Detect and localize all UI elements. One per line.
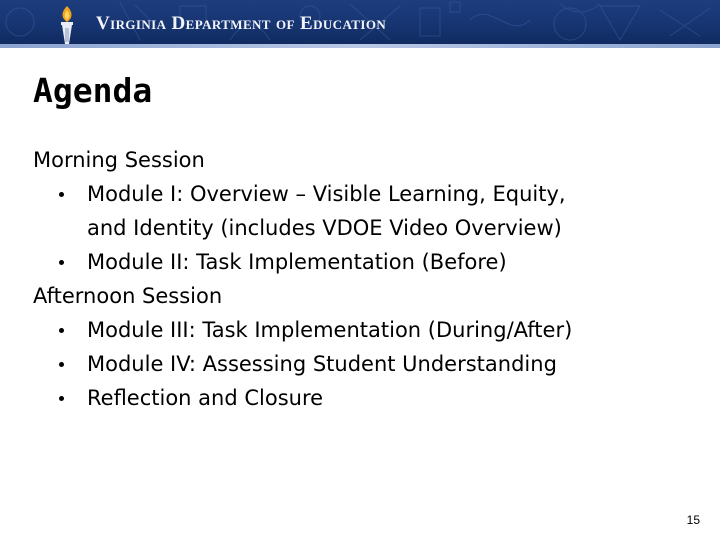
list-item-text: Module II: Task Implementation (Before) [87, 250, 507, 274]
session-label-afternoon: Afternoon Session [33, 284, 223, 308]
banner-stripe [0, 44, 720, 48]
list-item [33, 245, 703, 279]
list-item [33, 177, 703, 245]
list-item [33, 347, 703, 381]
list-item [33, 381, 703, 415]
bullet-icon [59, 362, 64, 367]
torch-icon [52, 4, 82, 46]
list-item-text: Module I: Overview – Visible Learning, Equity, [87, 182, 566, 206]
bullet-icon [59, 192, 64, 197]
slide-title: Agenda [33, 71, 153, 110]
page-number: 15 [686, 513, 700, 527]
list-item-text: Module III: Task Implementation (During/After) [87, 318, 573, 342]
session-label-morning: Morning Session [33, 148, 205, 172]
list-item-text: Module IV: Assessing Student Understanding [87, 352, 557, 376]
list-item [33, 313, 703, 347]
bullet-icon [59, 328, 64, 333]
banner-title: Virginia Department of Education [96, 13, 387, 34]
list-item-text: Reflection and Closure [87, 386, 324, 410]
agenda-list [33, 143, 703, 415]
list-item-text: and Identity (includes VDOE Video Overview) [87, 216, 562, 240]
bullet-icon [59, 396, 64, 401]
header-banner [0, 0, 720, 48]
bullet-icon [59, 260, 64, 265]
